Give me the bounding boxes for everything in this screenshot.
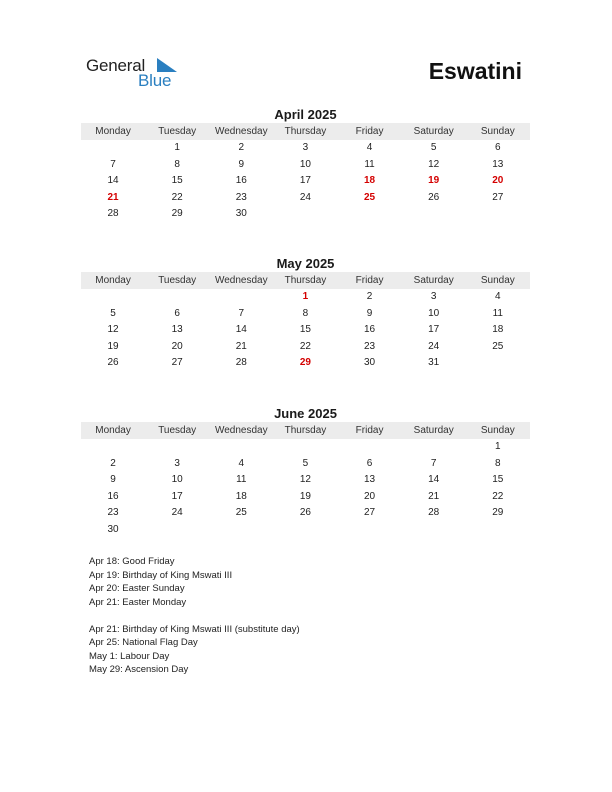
month-title: May 2025: [276, 256, 335, 271]
logo-triangle-icon: [157, 58, 177, 72]
day-cell: 22: [492, 490, 504, 502]
weekday-label: Sunday: [480, 275, 515, 286]
day-cell: 20: [364, 490, 376, 502]
week-row: [81, 173, 530, 190]
weekday-label: Friday: [355, 126, 384, 137]
day-cell: 12: [107, 324, 119, 336]
day-cell: 22: [299, 340, 311, 352]
day-cell: 17: [428, 324, 440, 336]
day-cell: 7: [238, 307, 245, 319]
week-row: [81, 456, 530, 473]
month-april: [81, 107, 530, 223]
weekday-label: Thursday: [284, 126, 327, 137]
day-cell: 8: [302, 307, 309, 319]
day-cell: 26: [428, 191, 440, 203]
day-cell: 1: [174, 142, 180, 153]
day-cell: 14: [107, 175, 119, 187]
weekday-label: Tuesday: [158, 275, 197, 286]
day-cell: [81, 140, 145, 157]
day-cell: 18: [492, 324, 504, 336]
day-cell: 4: [495, 291, 501, 302]
day-cell: 6: [174, 307, 180, 319]
holiday-day-cell: 19: [428, 175, 440, 187]
day-cell: [402, 439, 466, 456]
month-title: April 2025: [274, 107, 337, 122]
holiday-day-cell: 20: [492, 175, 504, 187]
week-row: [81, 190, 530, 207]
week-row: [81, 489, 530, 506]
holiday-entry: Apr 21: Easter Monday: [89, 596, 187, 608]
day-cell: 6: [495, 142, 501, 153]
day-cell: 3: [174, 457, 180, 469]
weekday-label: Sunday: [480, 425, 515, 436]
day-cell: 31: [428, 357, 440, 369]
day-cell: [338, 439, 402, 456]
day-cell: 8: [495, 457, 501, 469]
week-row: [81, 157, 530, 174]
day-cell: 24: [299, 191, 311, 203]
week-row: [81, 306, 530, 323]
day-cell: 21: [235, 340, 247, 352]
day-cell: 11: [236, 474, 247, 486]
day-cell: 9: [110, 474, 116, 486]
weekday-header-row: [81, 422, 530, 439]
day-cell: 5: [110, 307, 116, 319]
week-row: [81, 522, 530, 539]
weekday-header-row: [81, 272, 530, 289]
weekday-label: Monday: [95, 126, 131, 137]
day-cell: 16: [107, 490, 119, 502]
day-cell: 27: [171, 357, 183, 369]
holiday-entry: Apr 20: Easter Sunday: [89, 583, 185, 594]
holiday-entry: Apr 19: Birthday of King Mswati III: [89, 569, 233, 581]
day-cell: 4: [366, 142, 373, 153]
day-cell: 7: [430, 457, 437, 469]
day-cell: 5: [302, 457, 309, 469]
logo: [86, 56, 196, 92]
week-row: [81, 206, 530, 223]
weekday-label: Wednesday: [214, 275, 268, 286]
day-cell: 23: [235, 191, 247, 203]
day-cell: 6: [366, 457, 373, 469]
day-cell: [145, 439, 209, 456]
weekday-label: Saturday: [413, 126, 454, 137]
day-cell: 22: [171, 191, 183, 203]
holiday-entry: Apr 21: Birthday of King Mswati III (substitute day): [89, 623, 300, 635]
day-cell: 14: [428, 474, 440, 486]
day-cell: 14: [235, 324, 247, 336]
weekday-label: Saturday: [413, 275, 454, 286]
week-row: [81, 505, 530, 522]
day-cell: 19: [107, 340, 119, 352]
day-cell: 10: [171, 474, 183, 486]
day-cell: [273, 439, 337, 456]
weekday-label: Thursday: [284, 275, 327, 286]
holiday-day-cell: 29: [299, 357, 311, 369]
day-cell: 21: [428, 490, 440, 502]
day-cell: [81, 439, 145, 456]
day-cell: [466, 206, 530, 223]
day-cell: [402, 522, 466, 539]
day-cell: 25: [492, 340, 504, 352]
day-cell: 20: [171, 340, 183, 352]
holiday-list: [89, 555, 300, 677]
day-cell: 24: [171, 507, 183, 519]
day-cell: 15: [492, 474, 504, 486]
day-cell: 25: [235, 507, 247, 519]
day-cell: [338, 206, 402, 223]
week-row: [81, 322, 530, 339]
day-cell: 30: [107, 523, 119, 535]
day-cell: 23: [107, 507, 119, 519]
day-cell: 18: [235, 490, 247, 502]
day-cell: [466, 522, 530, 539]
week-row: [81, 439, 530, 456]
weekday-label: Tuesday: [158, 425, 197, 436]
day-cell: 2: [238, 142, 245, 153]
day-cell: 17: [171, 490, 183, 502]
day-cell: 15: [299, 324, 311, 336]
day-cell: 13: [171, 324, 183, 336]
month-may: [81, 256, 530, 372]
day-cell: 5: [430, 142, 437, 153]
day-cell: 12: [299, 474, 311, 486]
day-cell: 23: [364, 340, 376, 352]
weekday-label: Monday: [95, 275, 131, 286]
day-cell: [145, 289, 209, 306]
day-cell: 26: [299, 507, 311, 519]
weekday-label: Thursday: [284, 425, 327, 436]
day-cell: 2: [110, 457, 116, 469]
holiday-entry: May 29: Ascension Day: [89, 664, 189, 675]
weekday-label: Tuesday: [158, 126, 197, 137]
weekday-label: Wednesday: [214, 126, 268, 137]
day-cell: [209, 522, 273, 539]
day-cell: [402, 206, 466, 223]
day-cell: 11: [492, 307, 503, 319]
logo-blue-text: Blue: [138, 71, 172, 90]
day-cell: 10: [428, 307, 440, 319]
day-cell: 7: [110, 158, 116, 170]
holiday-entry: Apr 25: National Flag Day: [89, 637, 198, 648]
week-row: [81, 472, 530, 489]
day-cell: 16: [235, 175, 247, 187]
week-row: [81, 339, 530, 356]
day-cell: 2: [366, 291, 373, 302]
day-cell: 28: [107, 208, 119, 220]
day-cell: 24: [428, 340, 440, 352]
day-cell: 17: [299, 175, 311, 187]
day-cell: 12: [428, 158, 440, 170]
day-cell: 27: [364, 507, 376, 519]
day-cell: 10: [299, 158, 311, 170]
weekday-label: Sunday: [480, 126, 515, 137]
day-cell: [145, 522, 209, 539]
day-cell: [466, 355, 530, 372]
weekday-label: Saturday: [413, 425, 454, 436]
day-cell: 15: [171, 175, 183, 187]
day-cell: 1: [495, 441, 501, 452]
day-cell: 8: [174, 158, 180, 170]
day-cell: 11: [364, 158, 375, 170]
day-cell: 13: [364, 474, 376, 486]
day-cell: 4: [238, 457, 245, 469]
holiday-day-cell: 25: [364, 191, 376, 203]
holiday-day-cell: 1: [302, 291, 309, 302]
week-row: [81, 355, 530, 372]
weekday-label: Friday: [355, 275, 384, 286]
day-cell: 13: [492, 158, 504, 170]
day-cell: 30: [364, 357, 376, 369]
holiday-entry: May 1: Labour Day: [89, 650, 170, 662]
day-cell: 3: [302, 142, 309, 153]
day-cell: 26: [107, 357, 119, 369]
holiday-day-cell: 21: [107, 191, 119, 203]
month-june: [81, 406, 530, 539]
day-cell: 9: [238, 158, 245, 170]
day-cell: 16: [364, 324, 376, 336]
holiday-day-cell: 18: [364, 175, 376, 187]
weekday-label: Friday: [355, 425, 384, 436]
weekday-label: Wednesday: [214, 425, 268, 436]
logo-general-text: General: [86, 56, 146, 75]
day-cell: [273, 522, 337, 539]
day-cell: 30: [235, 208, 247, 220]
day-cell: 28: [428, 507, 440, 519]
day-cell: 19: [299, 490, 311, 502]
day-cell: [273, 206, 337, 223]
country-title: Eswatini: [428, 58, 522, 84]
day-cell: 29: [171, 208, 183, 220]
weekday-header-row: [81, 123, 530, 140]
day-cell: 3: [430, 291, 437, 302]
week-row: [81, 140, 530, 157]
month-title: June 2025: [274, 406, 337, 421]
weekday-label: Monday: [95, 425, 131, 436]
day-cell: [338, 522, 402, 539]
day-cell: [209, 439, 273, 456]
week-row: [81, 289, 530, 306]
holiday-entry: Apr 18: Good Friday: [89, 556, 175, 567]
day-cell: 27: [492, 191, 504, 203]
day-cell: [209, 289, 273, 306]
day-cell: 9: [366, 307, 373, 319]
day-cell: 28: [235, 357, 247, 369]
day-cell: 29: [492, 507, 504, 519]
day-cell: [81, 289, 145, 306]
